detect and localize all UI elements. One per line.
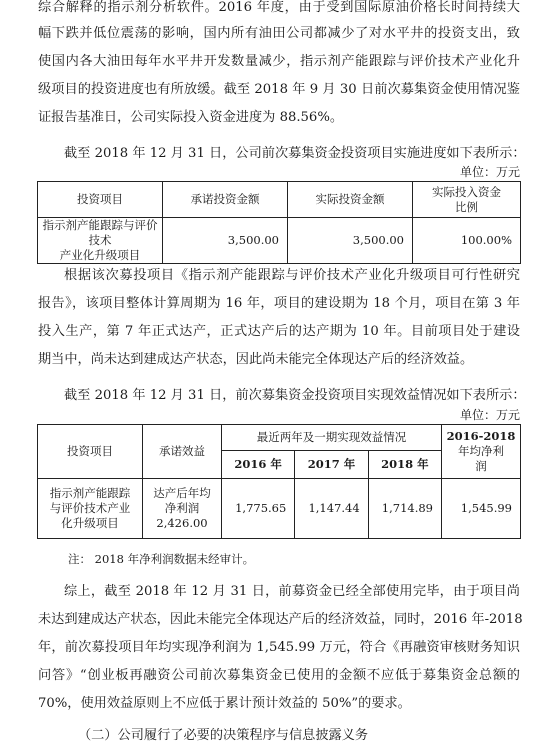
header-year-2018: 2018 年 <box>368 451 441 479</box>
unit-label: 单位：万元 <box>459 408 520 422</box>
promised-line: 2,426.00 <box>156 516 208 530</box>
paragraph1-line: 证报告基准日，公司实际投入资金进度为 88.56%。 <box>38 110 344 125</box>
header-year-2017: 2017 年 <box>295 451 368 479</box>
paragraph1-line: 幅下跌并低位震荡的影响，国内所有油田公司都减少了对水平井的投资支出，致 <box>38 26 520 41</box>
paragraph3-line: 期当中，尚未达到建成达产状态，因此尚未能完全体现达产后的经济效益。 <box>38 352 474 367</box>
table-row <box>38 479 521 539</box>
unit-label: 单位：万元 <box>459 165 520 179</box>
section-heading: （二）公司履行了必要的决策程序与信息披露义务 <box>78 728 369 743</box>
cell-project <box>38 479 143 539</box>
project-line: 化升级项目 <box>61 516 119 530</box>
header-average <box>442 425 521 479</box>
promised-line: 净利润 <box>164 501 200 515</box>
paragraph1-line: 级项目的投资进度也有所放缓。截至 2018 年 9 月 30 日前次募集资金使用情况鉴 <box>38 82 520 97</box>
project-line: 产业化升级项目 <box>59 248 141 262</box>
header-ratio-line: 实际投入资金 <box>432 184 501 199</box>
cell-2018: 1,714.89 <box>368 479 441 539</box>
table-note: 注： 2018 年净利润数据未经审计。 <box>68 552 255 566</box>
header-average-line: 润 <box>475 459 487 473</box>
table-header-row <box>38 425 521 451</box>
paragraph3-line: 报告》，该项目整体计算周期为 16 年，项目的建设期为 18 个月，项目在第 3 年 <box>38 296 520 311</box>
table-row <box>38 218 521 264</box>
table-header-row <box>38 182 521 218</box>
benefit-table <box>37 424 521 539</box>
promised-line: 达产后年均 <box>153 486 211 500</box>
header-project: 投资项目 <box>38 425 143 479</box>
paragraph1-line: 使国内各大油田每年水平井开发数量减少，指示剂产能跟踪与评价技术产业化升 <box>38 54 520 69</box>
project-line: 指示剂产能跟踪与评价技术 <box>42 218 158 247</box>
header-average-years: 2016-2018 <box>446 429 516 443</box>
paragraph4-text: 截至 2018 年 12 月 31 日，前次募集资金投资项目实现效益情况如下表所示： <box>64 388 526 403</box>
investment-progress-table <box>37 181 521 264</box>
paragraph5-line: 70%，使用效益原则上不应低于累计预计效益的 50%”的要求。 <box>38 696 411 711</box>
header-project: 投资项目 <box>38 182 163 218</box>
cell-2017: 1,147.44 <box>295 479 368 539</box>
paragraph5-line: 综上，截至 2018 年 12 月 31 日，前募资金已经全部使用完毕，由于项目尚 <box>64 584 520 599</box>
cell-2016: 1,775.65 <box>222 479 295 539</box>
project-line: 指示剂产能跟踪 <box>49 486 131 500</box>
cell-project <box>38 218 163 264</box>
paragraph2-text: 截至 2018 年 12 月 31 日，公司前次募集资金投资项目实施进度如下表所示： <box>64 146 526 161</box>
header-year-2016: 2016 年 <box>222 451 295 479</box>
paragraph5-line: 问答》“创业板再融资公司前次募集资金已使用的金额不应低于募集资金总额的 <box>38 668 520 683</box>
header-committed: 承诺投资金额 <box>163 182 288 218</box>
header-ratio-line: 比例 <box>455 199 478 214</box>
cell-ratio: 100.00% <box>413 218 521 264</box>
paragraph3-line: 根据该次募投项目《指示剂产能跟踪与评价技术产业化升级项目可行性研究 <box>64 268 520 283</box>
header-ratio <box>413 182 521 218</box>
paragraph5-line: 年，前次募投项目年均实现净利润为 1,545.99 万元，符合《再融资审核财务知识 <box>38 640 520 655</box>
cell-promised <box>143 479 222 539</box>
header-actual: 实际投资金额 <box>288 182 413 218</box>
cell-committed: 3,500.00 <box>163 218 288 264</box>
paragraph5-line: 未达到建成达产状态，因此未能完全体现达产后的经济效益，同时，2016 年-2018 <box>38 612 523 627</box>
header-recent: 最近两年及一期实现效益情况 <box>222 425 442 451</box>
header-average-line: 年均净利 <box>458 444 504 458</box>
header-promised: 承诺效益 <box>143 425 222 479</box>
paragraph3-line: 投入生产，第 7 年正式达产，正式达产后的达产期为 10 年。目前项目处于建设 <box>38 324 520 339</box>
cell-average: 1,545.99 <box>442 479 521 539</box>
project-line: 与评价技术产业 <box>49 501 131 515</box>
cell-actual: 3,500.00 <box>288 218 413 264</box>
paragraph1-line: 综合解释的指示剂分析软件。2016 年度，由于受到国际原油价格长时间持续大 <box>38 0 520 15</box>
